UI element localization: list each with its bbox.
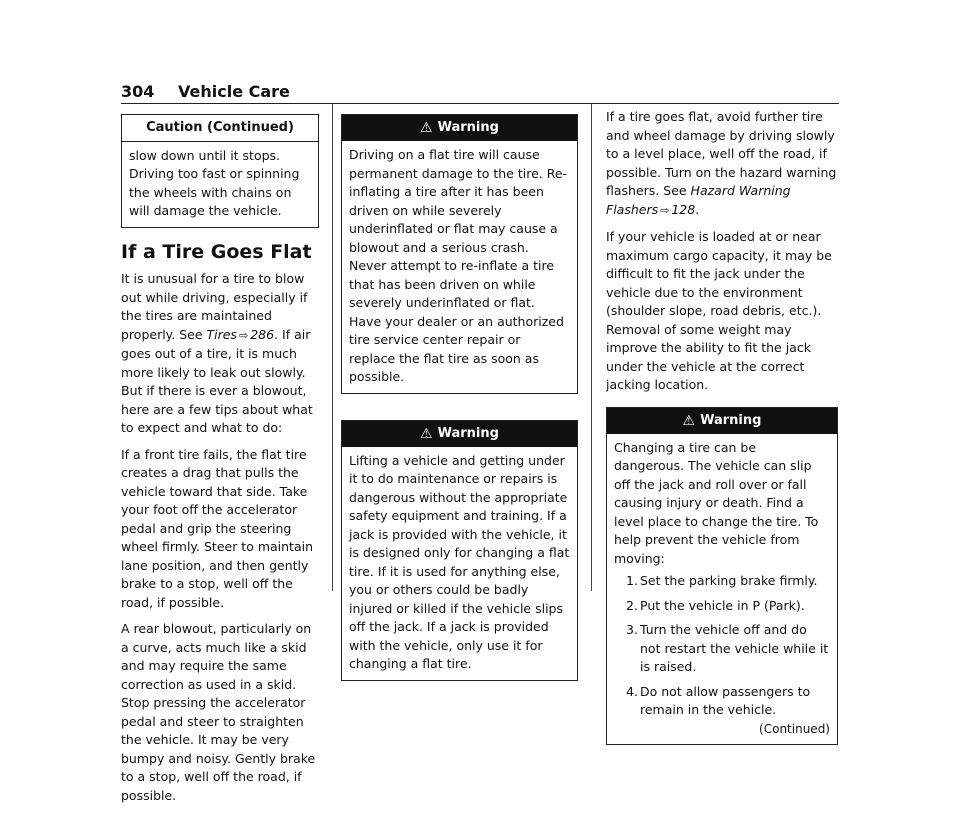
warning-text: Changing a tire can be dangerous. The vehicle can slip off the jack and roll over or fall causing injury or death. Find a level place to change the tire. To help prevent the vehicle from moving: — [614, 439, 819, 566]
warning-icon: ⚠ — [420, 120, 433, 136]
warning-box — [341, 420, 578, 681]
paragraph: If your vehicle is loaded at or near maximum cargo capacity, it may be difficult to fit the jack under the vehicle due to the environment (shoulder slope, road debris, etc.). Removal of some weight may improve the ability to fit the jack under the vehicle at the correct jacking location. — [606, 229, 832, 392]
warning-text: Lifting a vehicle and getting under it to do maintenance or repairs is dangerous without the appropriate safety equipment and training. If a jack is provided with the vehicle, it is designed only for changing a flat tire. If it is used for anything else, you or others could be badly injured or killed if the vehicle slips off the jack. If a jack is provided with the vehicle, only use it for changing a flat tire. — [349, 452, 570, 671]
column-3 — [606, 108, 838, 745]
cross-reference-link[interactable]: Hazard Warning Flashers — [606, 183, 791, 217]
caution-text: slow down until it stops. Driving too fast or spinning the wheels with chains on will damage the vehicle. — [129, 147, 300, 218]
page-ref-number[interactable]: 286 — [250, 326, 275, 342]
warning-box — [341, 114, 578, 394]
caution-box — [121, 114, 319, 228]
page-ref-number[interactable]: 128 — [671, 201, 696, 217]
warning-text: Driving on a flat tire will cause permanent damage to the tire. Re-inflating a tire after it has been driven on while severely underinflated or flat may cause a blowout and a serious crash. Never attempt to re-inflate a tire that has been driven on while severely underinflated or flat. Have your dealer or an authorized tire service center repair or replace the flat tire as soon as possible. — [349, 147, 568, 384]
page-ref-arrow-icon: ⇨ — [660, 203, 670, 217]
warning-box — [606, 407, 838, 746]
paragraph: It is unusual for a tire to blow out while driving, especially if the tires are maintained properly. See Tires ⇨ 286. If air goes out of a tire, it is much more likely to leak out slowly. But if there is ever a blowout, here are a few tips about what to expect and what to do: — [121, 271, 313, 435]
list-item: 1. Set the parking brake firmly. — [626, 573, 818, 588]
steps-list — [614, 572, 830, 720]
paragraph: If a tire goes flat, avoid further tire and wheel damage by driving slowly to a level place, well off the road, if possible. Turn on the hazard warning flashers. See Hazard Warning Flashers ⇨ 128. — [606, 109, 837, 217]
warning-header — [607, 408, 837, 434]
paragraph: If a front tire fails, the flat tire creates a drag that pulls the vehicle toward that side. Take your foot off the accelerator pedal and grip the steering wheel firmly. Steer to maintain lane position, and then gently brake to a stop, well off the road, if possible. — [121, 446, 314, 610]
warning-title: Warning — [437, 120, 499, 135]
column-1 — [121, 114, 319, 813]
warning-title: Warning — [700, 412, 762, 428]
page-number: 304 — [121, 82, 155, 101]
list-item: 4. Do not allow passengers to remain in the vehicle. — [626, 683, 811, 717]
section-title: Vehicle Care — [177, 82, 290, 101]
column-2 — [341, 114, 578, 681]
list-item: 2. Put the vehicle in P (Park). — [626, 597, 805, 613]
list-item: 3. Turn the vehicle off and do not restart the vehicle while it is raised. — [626, 622, 829, 674]
column-divider — [332, 104, 333, 591]
page-header — [121, 82, 290, 101]
page-ref-arrow-icon: ⇨ — [239, 328, 249, 342]
paragraph: A rear blowout, particularly on a curve, acts much like a skid and may require the same correction as used in a skid. Stop pressing the accelerator pedal and steer to straighten the vehicle. It may be very bumpy and noisy. Gently brake to a stop, well off the road, if possible. — [121, 621, 316, 803]
warning-icon: ⚠ — [682, 412, 696, 429]
continued-label: (Continued) — [759, 721, 830, 736]
warning-header — [342, 115, 577, 141]
cross-reference-link[interactable]: Tires — [206, 326, 237, 342]
section-heading: If a Tire Goes Flat — [121, 240, 312, 263]
warning-body — [607, 434, 837, 745]
warning-header — [342, 421, 577, 447]
caution-title: Caution (Continued) — [122, 115, 318, 142]
header-divider — [121, 103, 839, 104]
warning-icon: ⚠ — [420, 425, 433, 442]
warning-title: Warning — [437, 425, 499, 441]
column-divider — [591, 104, 592, 591]
